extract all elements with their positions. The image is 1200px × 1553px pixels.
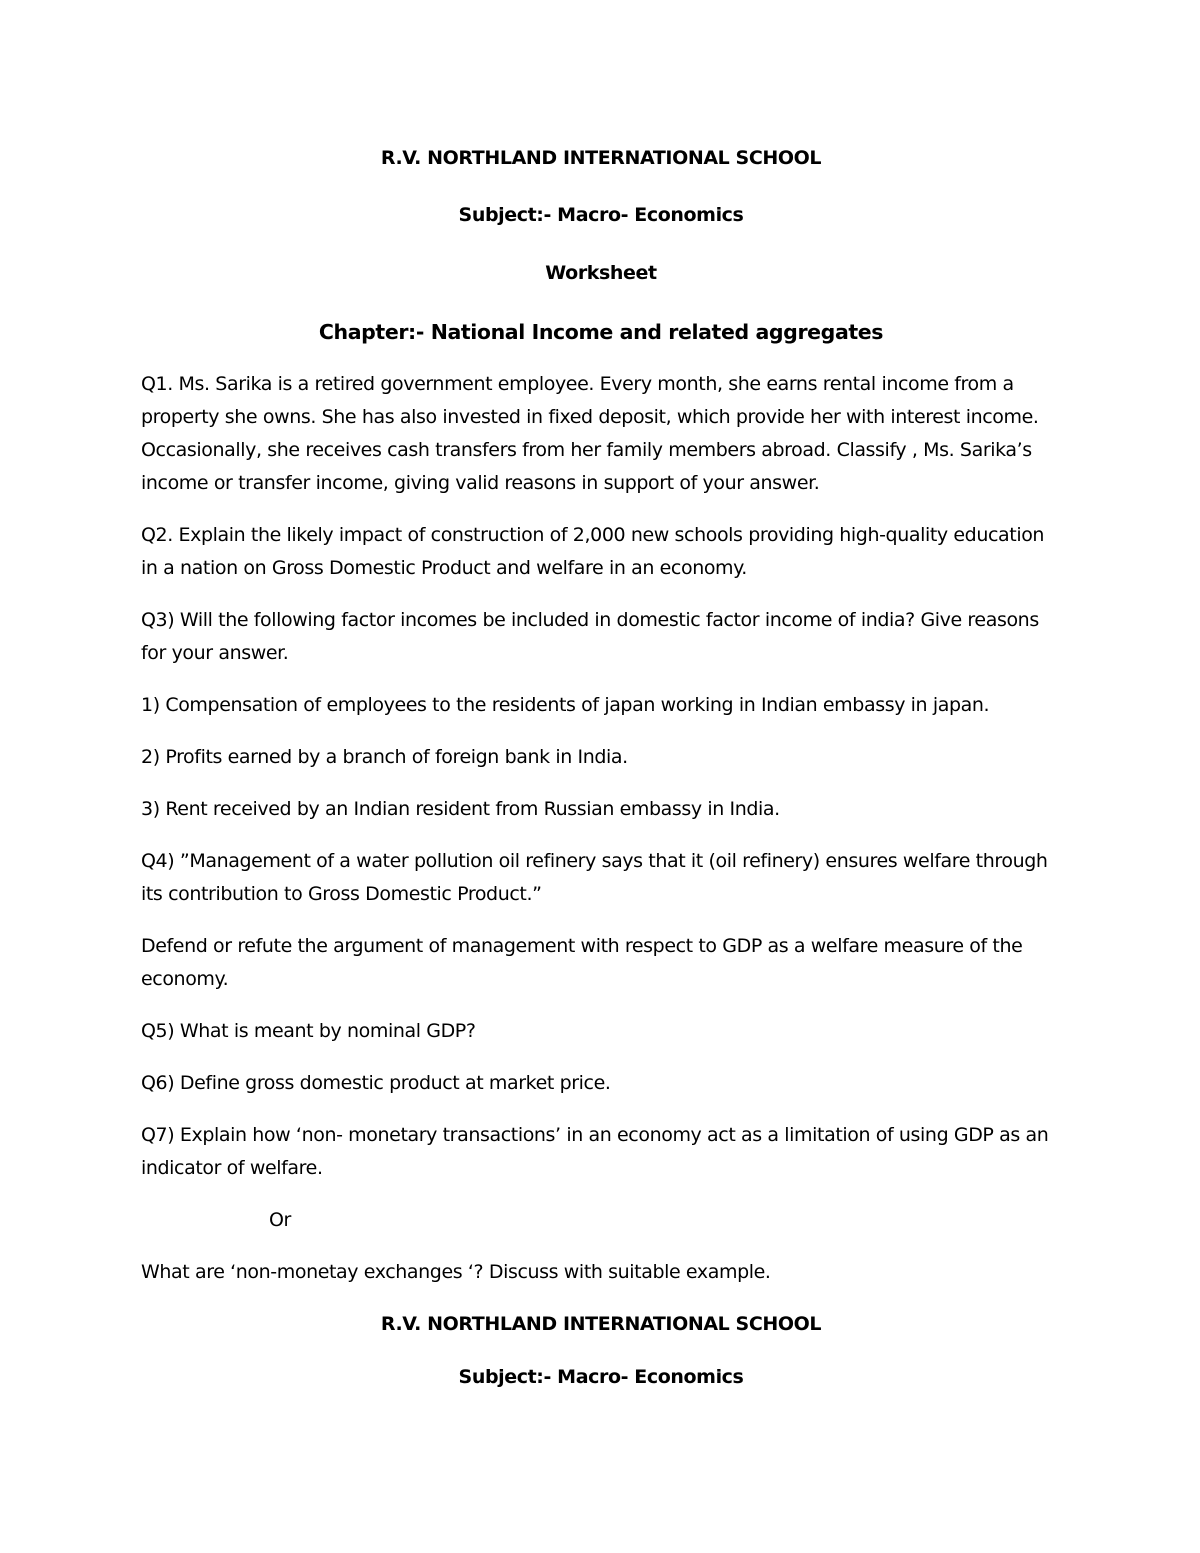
question-2: Q2. Explain the likely impact of construction of 2,000 new schools providing high-quality education in a nation on Gross Domestic Product and welfare in an economy.: [141, 524, 1045, 579]
subject-heading: Subject:- Macro- Economics: [458, 204, 744, 226]
question-7-alternative: What are ‘non-monetay exchanges ‘? Discuss with suitable example.: [141, 1261, 771, 1283]
question-7-or: Or: [269, 1209, 291, 1231]
question-7: Q7) Explain how ‘non- monetary transactions’ in an economy act as a limitation of using GDP as an indicator of welfare.: [141, 1124, 1049, 1179]
question-5: Q5) What is meant by nominal GDP?: [141, 1020, 476, 1042]
question-3-item-1: 1) Compensation of employees to the residents of japan working in Indian embassy in japan.: [141, 694, 990, 716]
question-3-item-3: 3) Rent received by an Indian resident from Russian embassy in India.: [141, 798, 780, 820]
question-4: Q4) ”Management of a water pollution oil refinery says that it (oil refinery) ensures welfare through its contribution to Gross Domestic Product.”: [141, 850, 1048, 905]
question-3: Q3) Will the following factor incomes be included in domestic factor income of india? Give reasons for your answer.: [141, 609, 1039, 664]
document-content: [141, 142, 1061, 1394]
question-3-item-2: 2) Profits earned by a branch of foreign bank in India.: [141, 746, 628, 768]
school-title: R.V. NORTHLAND INTERNATIONAL SCHOOL: [380, 147, 822, 169]
chapter-heading: Chapter:- National Income and related aggregates: [318, 320, 884, 344]
repeated-school-title: R.V. NORTHLAND INTERNATIONAL SCHOOL: [380, 1313, 822, 1335]
repeated-subject-heading: Subject:- Macro- Economics: [458, 1366, 744, 1388]
question-4-followup: Defend or refute the argument of management with respect to GDP as a welfare measure of the economy.: [141, 935, 1023, 990]
question-6: Q6) Define gross domestic product at market price.: [141, 1072, 611, 1094]
worksheet-heading: Worksheet: [545, 262, 657, 284]
question-1: Q1. Ms. Sarika is a retired government employee. Every month, she earns rental income from a property she owns. She has also invested in fixed deposit, which provide her with interest income. Occasionally, she receives cash transfers from her family members abroad. Classify , Ms. Sarika’s income or transfer income, giving valid reasons in support of your answer.: [141, 373, 1039, 494]
